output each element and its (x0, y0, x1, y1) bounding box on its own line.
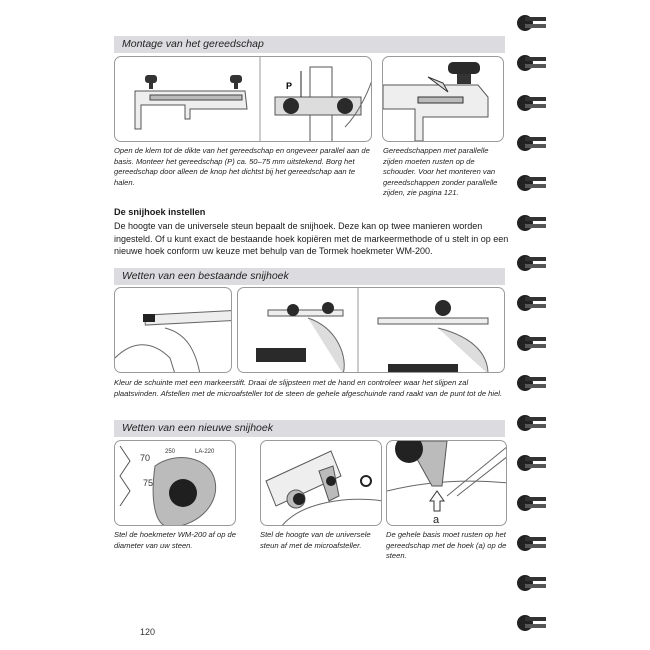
binding-ring-icon (516, 414, 546, 432)
label-a: a (433, 514, 440, 526)
set-height-illustration (261, 441, 382, 526)
shoulder-illustration (383, 57, 504, 142)
caption-new-contact: De gehele basis moet rusten op het gereedschap met de hoek (a) op de steen. (386, 530, 507, 561)
binding-ring-icon (516, 374, 546, 392)
gauge-label-la220: LA-220 (195, 449, 215, 455)
gauge-label-70: 70 (140, 453, 151, 463)
heading-cutting-angle: De snijhoek instellen (114, 207, 206, 217)
section-title-existing-angle: Wetten van een bestaande snijhoek (114, 268, 505, 285)
caption-new-height: Stel de hoogte van de universele steun af met de microafsteller. (260, 530, 371, 550)
section-title-mounting: Montage van het gereedschap (114, 36, 505, 53)
figure-marker-bevel (114, 287, 232, 373)
bevel-contact-illustration (387, 441, 507, 526)
figure-shoulder-detail (382, 56, 504, 142)
gauge-label-250: 250 (165, 449, 176, 455)
binding-ring-icon (516, 614, 546, 632)
angle-gauge-illustration (115, 441, 236, 526)
microadjust-illustration (238, 288, 505, 373)
gauge-label-75: 75 (143, 478, 154, 488)
binding-ring-icon (516, 174, 546, 192)
section-title-new-angle: Wetten van een nieuwe snijhoek (114, 420, 505, 437)
body-cutting-angle: De hoogte van de universele steun bepaalt de snijhoek. Deze kan op twee manieren worden ingesteld. Of u kunt exact de bestaande hoek kopiëren met de markeermethode of u stelt in op een nieuwe hoek conform uw keuze met behulp van de Tormek hoekmeter WM-200. (114, 221, 509, 257)
binding-ring-icon (516, 494, 546, 512)
caption-new-gauge: Stel de hoekmeter WM-200 af op de diameter van uw steen. (114, 530, 236, 550)
caption-mounting-shoulder: Gereedschappen met parallelle zijden moeten rusten op de schouder. Voor het monteren van gereedschappen zonder parallelle zijden, zie pagina 121. (383, 146, 498, 198)
binding-ring-icon (516, 54, 546, 72)
clamp-illustration (115, 57, 372, 142)
figure-set-height (260, 440, 382, 526)
figure-clamp-mounting (114, 56, 372, 142)
label-p: P (286, 81, 293, 91)
binding-ring-icon (516, 454, 546, 472)
caption-existing-angle: Kleur de schuinte met een markeerstift. Draai de slijpsteen met de hand en controleer waar het slijpen zal plaatsvinden. Afstellen met de microafsteller tot de steen de gehele afgeschuinde rand raakt van de punt tot de hiel. (114, 378, 503, 398)
binding-ring-icon (516, 14, 546, 32)
binding-ring-icon (516, 94, 546, 112)
marker-illustration (115, 288, 232, 373)
page-number: 120 (140, 627, 156, 637)
binding-ring-icon (516, 574, 546, 592)
binding-ring-icon (516, 134, 546, 152)
figure-microadjust (237, 287, 505, 373)
caption-mounting-clamp: Open de klem tot de dikte van het gereedschap en ongeveer parallel aan de basis. Monteer het gereedschap (P) ca. 50–75 mm uitstekend. Borg het gereedschap door alleen de knop het dichtst bij het gereedschap aan te halen. (114, 146, 370, 187)
binding-ring-icon (516, 214, 546, 232)
binding-ring-icon (516, 294, 546, 312)
binding-ring-icon (516, 334, 546, 352)
figure-angle-gauge (114, 440, 236, 526)
figure-bevel-contact (386, 440, 507, 526)
binding-ring-icon (516, 534, 546, 552)
binding-ring-icon (516, 254, 546, 272)
